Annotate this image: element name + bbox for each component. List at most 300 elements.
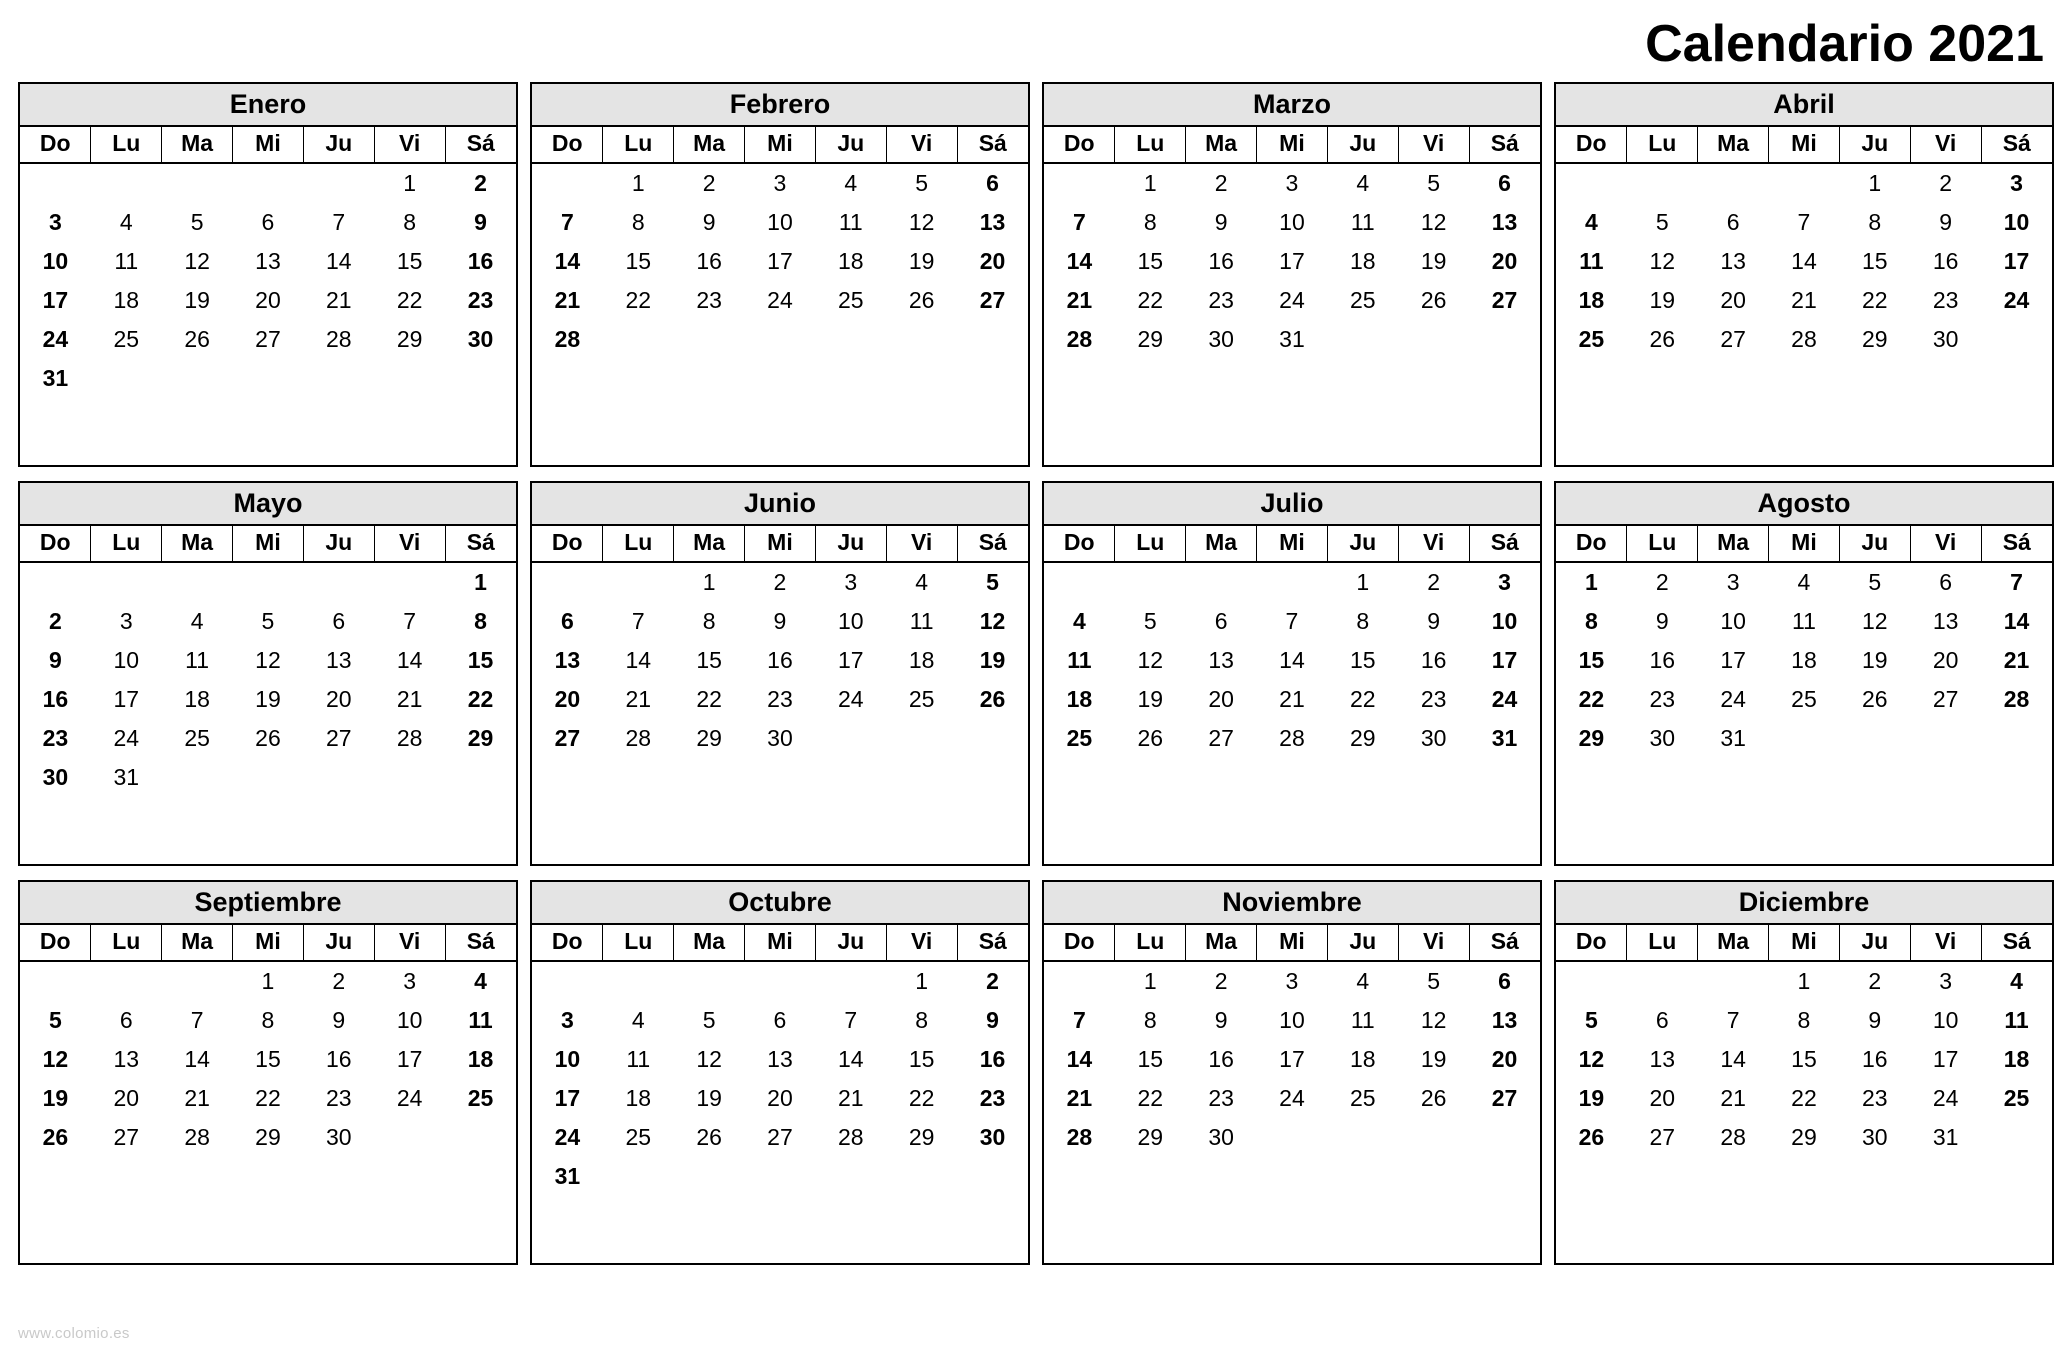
day-cell: 17 xyxy=(396,1046,423,1073)
day-cell: 14 xyxy=(1066,1046,1093,1073)
month-name: Febrero xyxy=(532,84,1028,127)
empty-cell xyxy=(745,961,816,1001)
day-cell: 17 xyxy=(1932,1046,1959,1073)
day-cell: 23 xyxy=(979,1085,1006,1112)
week-row xyxy=(1556,680,2052,719)
weekday-header: Ma xyxy=(162,925,233,961)
weekday-header: Ju xyxy=(815,925,886,961)
day-cell: 18 xyxy=(1066,686,1093,713)
weekday-header: Do xyxy=(1556,925,1627,961)
day-cell: 25 xyxy=(1578,326,1605,353)
month-name: Enero xyxy=(20,84,516,127)
months-grid xyxy=(14,82,2058,1265)
day-cell: 15 xyxy=(396,248,423,275)
day-cell: 22 xyxy=(396,287,423,314)
empty-cell xyxy=(162,562,233,602)
weekday-header-row xyxy=(1044,127,1540,163)
day-cell: 11 xyxy=(838,209,863,236)
day-cell: 19 xyxy=(1420,1046,1447,1073)
week-row xyxy=(1556,719,2052,758)
empty-cell xyxy=(886,719,957,758)
day-cell: 3 xyxy=(844,569,858,596)
day-cell: 1 xyxy=(1143,968,1157,995)
week-row xyxy=(1044,320,1540,359)
day-cell: 8 xyxy=(915,1007,929,1034)
day-cell: 13 xyxy=(979,209,1006,236)
day-cell: 30 xyxy=(767,725,793,752)
day-cell: 4 xyxy=(1356,968,1370,995)
week-row xyxy=(20,163,516,203)
weekday-header: Sá xyxy=(445,925,516,961)
empty-cell xyxy=(233,562,304,602)
day-cell: 22 xyxy=(467,686,494,713)
empty-cell xyxy=(603,562,674,602)
day-cell: 18 xyxy=(838,248,864,275)
empty-cell xyxy=(1044,163,1115,203)
day-cell: 22 xyxy=(696,686,722,713)
day-cell: 8 xyxy=(1585,608,1598,635)
week-row xyxy=(1556,641,2052,680)
day-cell: 15 xyxy=(1791,1046,1817,1073)
day-cell: 5 xyxy=(702,1007,716,1034)
weekday-header: Ma xyxy=(674,127,745,163)
day-cell: 25 xyxy=(1791,686,1817,713)
empty-cell xyxy=(91,562,162,602)
weekday-header: Vi xyxy=(886,127,957,163)
day-cell: 4 xyxy=(474,968,487,995)
day-cell: 7 xyxy=(1073,1007,1086,1034)
week-row xyxy=(532,562,1028,602)
empty-cell xyxy=(815,320,886,359)
day-cell: 2 xyxy=(986,968,999,995)
day-cell: 27 xyxy=(767,1124,793,1151)
month-table xyxy=(532,925,1028,1196)
day-cell: 14 xyxy=(326,248,352,275)
day-cell: 6 xyxy=(1498,170,1511,197)
day-cell: 4 xyxy=(190,608,204,635)
day-cell: 1 xyxy=(915,968,929,995)
day-cell: 24 xyxy=(1720,686,1746,713)
day-cell: 7 xyxy=(1073,209,1086,236)
day-cell: 19 xyxy=(979,647,1006,674)
week-row xyxy=(20,562,516,602)
month-card xyxy=(1042,82,1542,467)
day-cell: 1 xyxy=(702,569,716,596)
month-name: Julio xyxy=(1044,483,1540,526)
weekday-header: Ju xyxy=(1839,526,1910,562)
day-cell: 21 xyxy=(396,686,423,713)
weekday-header: Ju xyxy=(303,925,374,961)
day-cell: 16 xyxy=(1208,1046,1234,1073)
weekday-header: Do xyxy=(1556,127,1627,163)
week-row xyxy=(532,961,1028,1001)
day-cell: 17 xyxy=(838,647,864,674)
week-row xyxy=(1044,1001,1540,1040)
weekday-header: Do xyxy=(1044,127,1115,163)
day-cell: 26 xyxy=(1649,326,1676,353)
week-row xyxy=(1556,602,2052,641)
day-cell: 12 xyxy=(908,209,935,236)
day-cell: 11 xyxy=(468,1007,493,1034)
day-cell: 16 xyxy=(467,248,494,275)
day-cell: 12 xyxy=(184,248,210,275)
weekday-header: Ma xyxy=(674,925,745,961)
day-cell: 17 xyxy=(42,287,69,314)
day-cell: 7 xyxy=(1797,209,1811,236)
empty-cell xyxy=(1627,961,1698,1001)
day-cell: 11 xyxy=(909,608,934,635)
empty-cell xyxy=(1981,719,2052,758)
day-cell: 17 xyxy=(1720,647,1746,674)
day-cell: 15 xyxy=(1578,647,1605,674)
empty-cell xyxy=(233,163,304,203)
day-cell: 16 xyxy=(1649,647,1676,674)
day-cell: 5 xyxy=(1655,209,1669,236)
day-cell: 18 xyxy=(1350,248,1376,275)
day-cell: 28 xyxy=(554,326,581,353)
month-name: Junio xyxy=(532,483,1028,526)
day-cell: 27 xyxy=(1649,1124,1676,1151)
week-row xyxy=(20,281,516,320)
day-cell: 28 xyxy=(184,1124,210,1151)
day-cell: 11 xyxy=(1792,608,1816,635)
empty-cell xyxy=(1398,1118,1469,1157)
day-cell: 8 xyxy=(1797,1007,1811,1034)
day-cell: 1 xyxy=(1797,968,1811,995)
day-cell: 1 xyxy=(1143,170,1157,197)
week-row xyxy=(20,320,516,359)
month-table xyxy=(1044,925,1540,1157)
week-row xyxy=(1556,562,2052,602)
day-cell: 21 xyxy=(184,1085,210,1112)
day-cell: 14 xyxy=(396,647,423,674)
day-cell: 16 xyxy=(979,1046,1006,1073)
month-card xyxy=(530,82,1030,467)
day-cell: 30 xyxy=(1932,326,1959,353)
page-title: Calendario 2021 xyxy=(1645,15,2044,73)
weekday-header-row xyxy=(20,526,516,562)
day-cell: 2 xyxy=(1214,968,1228,995)
empty-cell xyxy=(20,562,91,602)
day-cell: 2 xyxy=(773,569,787,596)
day-cell: 19 xyxy=(42,1085,69,1112)
week-row xyxy=(1044,163,1540,203)
weekday-header: Mi xyxy=(233,127,304,163)
weekday-header: Mi xyxy=(1257,925,1328,961)
weekday-header-row xyxy=(20,925,516,961)
day-cell: 22 xyxy=(1791,1085,1817,1112)
day-cell: 29 xyxy=(467,725,494,752)
day-cell: 13 xyxy=(554,647,581,674)
day-cell: 7 xyxy=(2010,569,2023,596)
empty-cell xyxy=(1327,320,1398,359)
day-cell: 17 xyxy=(767,248,793,275)
day-cell: 29 xyxy=(1578,725,1605,752)
day-cell: 24 xyxy=(42,326,69,353)
day-cell: 13 xyxy=(767,1046,793,1073)
day-cell: 28 xyxy=(1720,1124,1746,1151)
day-cell: 19 xyxy=(1578,1085,1605,1112)
month-card xyxy=(530,481,1030,866)
empty-cell xyxy=(303,758,374,797)
empty-cell xyxy=(1839,719,1910,758)
weekday-header: Lu xyxy=(91,526,162,562)
day-cell: 23 xyxy=(42,725,69,752)
empty-cell xyxy=(886,1157,957,1196)
weekday-header: Lu xyxy=(603,526,674,562)
day-cell: 22 xyxy=(625,287,652,314)
week-row xyxy=(1556,163,2052,203)
weekday-header: Lu xyxy=(91,925,162,961)
day-cell: 2 xyxy=(474,170,487,197)
day-cell: 10 xyxy=(1491,608,1518,635)
month-card xyxy=(18,880,518,1265)
day-cell: 31 xyxy=(1491,725,1518,752)
day-cell: 9 xyxy=(332,1007,346,1034)
month-card xyxy=(18,481,518,866)
week-row xyxy=(1556,1118,2052,1157)
day-cell: 13 xyxy=(1720,248,1746,275)
week-row xyxy=(1556,320,2052,359)
day-cell: 7 xyxy=(190,1007,204,1034)
week-row xyxy=(1044,680,1540,719)
day-cell: 28 xyxy=(625,725,652,752)
day-cell: 8 xyxy=(702,608,716,635)
day-cell: 3 xyxy=(1285,968,1299,995)
day-cell: 9 xyxy=(1427,608,1441,635)
week-row xyxy=(532,641,1028,680)
weekday-header: Ju xyxy=(303,127,374,163)
month-name: Noviembre xyxy=(1044,882,1540,925)
weekday-header: Mi xyxy=(745,127,816,163)
day-cell: 29 xyxy=(255,1124,281,1151)
day-cell: 2 xyxy=(1214,170,1228,197)
weekday-header: Sá xyxy=(957,925,1028,961)
month-table xyxy=(1556,925,2052,1157)
day-cell: 3 xyxy=(49,209,62,236)
day-cell: 16 xyxy=(1208,248,1234,275)
day-cell: 21 xyxy=(1066,1085,1093,1112)
day-cell: 31 xyxy=(1279,326,1305,353)
week-row xyxy=(1556,1001,2052,1040)
day-cell: 29 xyxy=(1791,1124,1817,1151)
month-card xyxy=(1554,481,2054,866)
weekday-header: Lu xyxy=(1115,925,1186,961)
weekday-header: Do xyxy=(1556,526,1627,562)
weekday-header: Lu xyxy=(1115,127,1186,163)
day-cell: 16 xyxy=(1862,1046,1888,1073)
empty-cell xyxy=(1257,562,1328,602)
week-row xyxy=(20,602,516,641)
weekday-header: Ju xyxy=(815,127,886,163)
empty-cell xyxy=(1981,320,2052,359)
day-cell: 20 xyxy=(326,686,352,713)
empty-cell xyxy=(957,1157,1028,1196)
month-card xyxy=(1042,481,1542,866)
day-cell: 4 xyxy=(2010,968,2023,995)
day-cell: 19 xyxy=(1137,686,1164,713)
month-name: Marzo xyxy=(1044,84,1540,127)
day-cell: 21 xyxy=(2003,647,2030,674)
day-cell: 30 xyxy=(326,1124,352,1151)
week-row xyxy=(20,1079,516,1118)
empty-cell xyxy=(162,758,233,797)
weekday-header: Sá xyxy=(445,127,516,163)
weekday-header: Mi xyxy=(1769,526,1840,562)
day-cell: 20 xyxy=(113,1085,140,1112)
day-cell: 24 xyxy=(2003,287,2030,314)
day-cell: 27 xyxy=(1491,1085,1518,1112)
day-cell: 26 xyxy=(1420,1085,1447,1112)
month-card xyxy=(18,82,518,467)
day-cell: 23 xyxy=(1649,686,1676,713)
weekday-header-row xyxy=(1044,925,1540,961)
day-cell: 17 xyxy=(1279,1046,1305,1073)
empty-cell xyxy=(674,320,745,359)
weekday-header: Ma xyxy=(1698,127,1769,163)
weekday-header: Vi xyxy=(374,526,445,562)
day-cell: 13 xyxy=(1649,1046,1676,1073)
day-cell: 4 xyxy=(1073,608,1086,635)
month-name: Abril xyxy=(1556,84,2052,127)
weekday-header: Mi xyxy=(1257,526,1328,562)
week-row xyxy=(1044,641,1540,680)
day-cell: 11 xyxy=(114,248,139,275)
day-cell: 18 xyxy=(908,647,935,674)
day-cell: 9 xyxy=(1939,209,1953,236)
day-cell: 21 xyxy=(1066,287,1093,314)
empty-cell xyxy=(162,961,233,1001)
weekday-header-row xyxy=(1044,526,1540,562)
day-cell: 26 xyxy=(1578,1124,1605,1151)
month-table xyxy=(532,526,1028,758)
day-cell: 12 xyxy=(255,647,281,674)
day-cell: 13 xyxy=(326,647,352,674)
empty-cell xyxy=(233,359,304,398)
month-card xyxy=(1554,880,2054,1265)
day-cell: 26 xyxy=(696,1124,722,1151)
day-cell: 13 xyxy=(1491,1007,1518,1034)
week-row xyxy=(20,359,516,398)
day-cell: 19 xyxy=(1420,248,1447,275)
weekday-header: Lu xyxy=(603,127,674,163)
day-cell: 11 xyxy=(1350,1007,1375,1034)
day-cell: 1 xyxy=(403,170,417,197)
week-row xyxy=(532,1157,1028,1196)
day-cell: 26 xyxy=(1420,287,1447,314)
empty-cell xyxy=(91,961,162,1001)
day-cell: 1 xyxy=(474,569,487,596)
day-cell: 8 xyxy=(474,608,487,635)
week-row xyxy=(532,163,1028,203)
day-cell: 20 xyxy=(1208,686,1234,713)
weekday-header: Do xyxy=(532,925,603,961)
weekday-header: Ma xyxy=(1186,526,1257,562)
day-cell: 12 xyxy=(696,1046,722,1073)
empty-cell xyxy=(1469,320,1540,359)
weekday-header-row xyxy=(532,526,1028,562)
month-name: Mayo xyxy=(20,483,516,526)
day-cell: 3 xyxy=(561,1007,574,1034)
day-cell: 4 xyxy=(844,170,858,197)
day-cell: 23 xyxy=(1932,287,1959,314)
day-cell: 3 xyxy=(1726,569,1740,596)
weekday-header: Do xyxy=(1044,526,1115,562)
day-cell: 8 xyxy=(1868,209,1882,236)
day-cell: 2 xyxy=(702,170,716,197)
day-cell: 10 xyxy=(1932,1007,1959,1034)
empty-cell xyxy=(374,562,445,602)
empty-cell xyxy=(374,1118,445,1157)
weekday-header: Mi xyxy=(233,925,304,961)
day-cell: 2 xyxy=(49,608,62,635)
empty-cell xyxy=(1186,562,1257,602)
weekday-header-row xyxy=(1556,526,2052,562)
day-cell: 6 xyxy=(986,170,999,197)
weekday-header: Do xyxy=(1044,925,1115,961)
weekday-header: Mi xyxy=(1769,925,1840,961)
day-cell: 11 xyxy=(1579,248,1604,275)
empty-cell xyxy=(162,163,233,203)
week-row xyxy=(532,320,1028,359)
day-cell: 14 xyxy=(1066,248,1093,275)
day-cell: 4 xyxy=(631,1007,645,1034)
day-cell: 20 xyxy=(1649,1085,1676,1112)
day-cell: 5 xyxy=(1427,170,1441,197)
day-cell: 22 xyxy=(1350,686,1376,713)
weekday-header: Ju xyxy=(1327,127,1398,163)
weekday-header: Vi xyxy=(374,925,445,961)
day-cell: 4 xyxy=(1585,209,1598,236)
day-cell: 23 xyxy=(1420,686,1447,713)
day-cell: 9 xyxy=(474,209,487,236)
weekday-header: Do xyxy=(20,526,91,562)
day-cell: 29 xyxy=(696,725,722,752)
day-cell: 5 xyxy=(261,608,275,635)
day-cell: 13 xyxy=(1208,647,1234,674)
day-cell: 23 xyxy=(1208,1085,1234,1112)
weekday-header-row xyxy=(532,925,1028,961)
day-cell: 18 xyxy=(1578,287,1605,314)
weekday-header: Sá xyxy=(445,526,516,562)
day-cell: 7 xyxy=(1285,608,1299,635)
day-cell: 15 xyxy=(1137,248,1164,275)
weekday-header: Ma xyxy=(674,526,745,562)
weekday-header: Do xyxy=(532,526,603,562)
day-cell: 12 xyxy=(1137,647,1164,674)
weekday-header: Lu xyxy=(603,925,674,961)
day-cell: 16 xyxy=(1932,248,1959,275)
day-cell: 16 xyxy=(696,248,722,275)
weekday-header: Vi xyxy=(1398,925,1469,961)
day-cell: 26 xyxy=(1862,686,1888,713)
day-cell: 21 xyxy=(1279,686,1305,713)
empty-cell xyxy=(1398,320,1469,359)
weekday-header: Vi xyxy=(1910,127,1981,163)
day-cell: 26 xyxy=(42,1124,69,1151)
day-cell: 8 xyxy=(1143,209,1157,236)
day-cell: 17 xyxy=(554,1085,581,1112)
month-name: Agosto xyxy=(1556,483,2052,526)
day-cell: 23 xyxy=(1208,287,1234,314)
day-cell: 20 xyxy=(979,248,1006,275)
week-row xyxy=(1044,961,1540,1001)
day-cell: 20 xyxy=(255,287,281,314)
day-cell: 29 xyxy=(1862,326,1888,353)
day-cell: 1 xyxy=(1356,569,1370,596)
week-row xyxy=(532,242,1028,281)
day-cell: 25 xyxy=(908,686,935,713)
